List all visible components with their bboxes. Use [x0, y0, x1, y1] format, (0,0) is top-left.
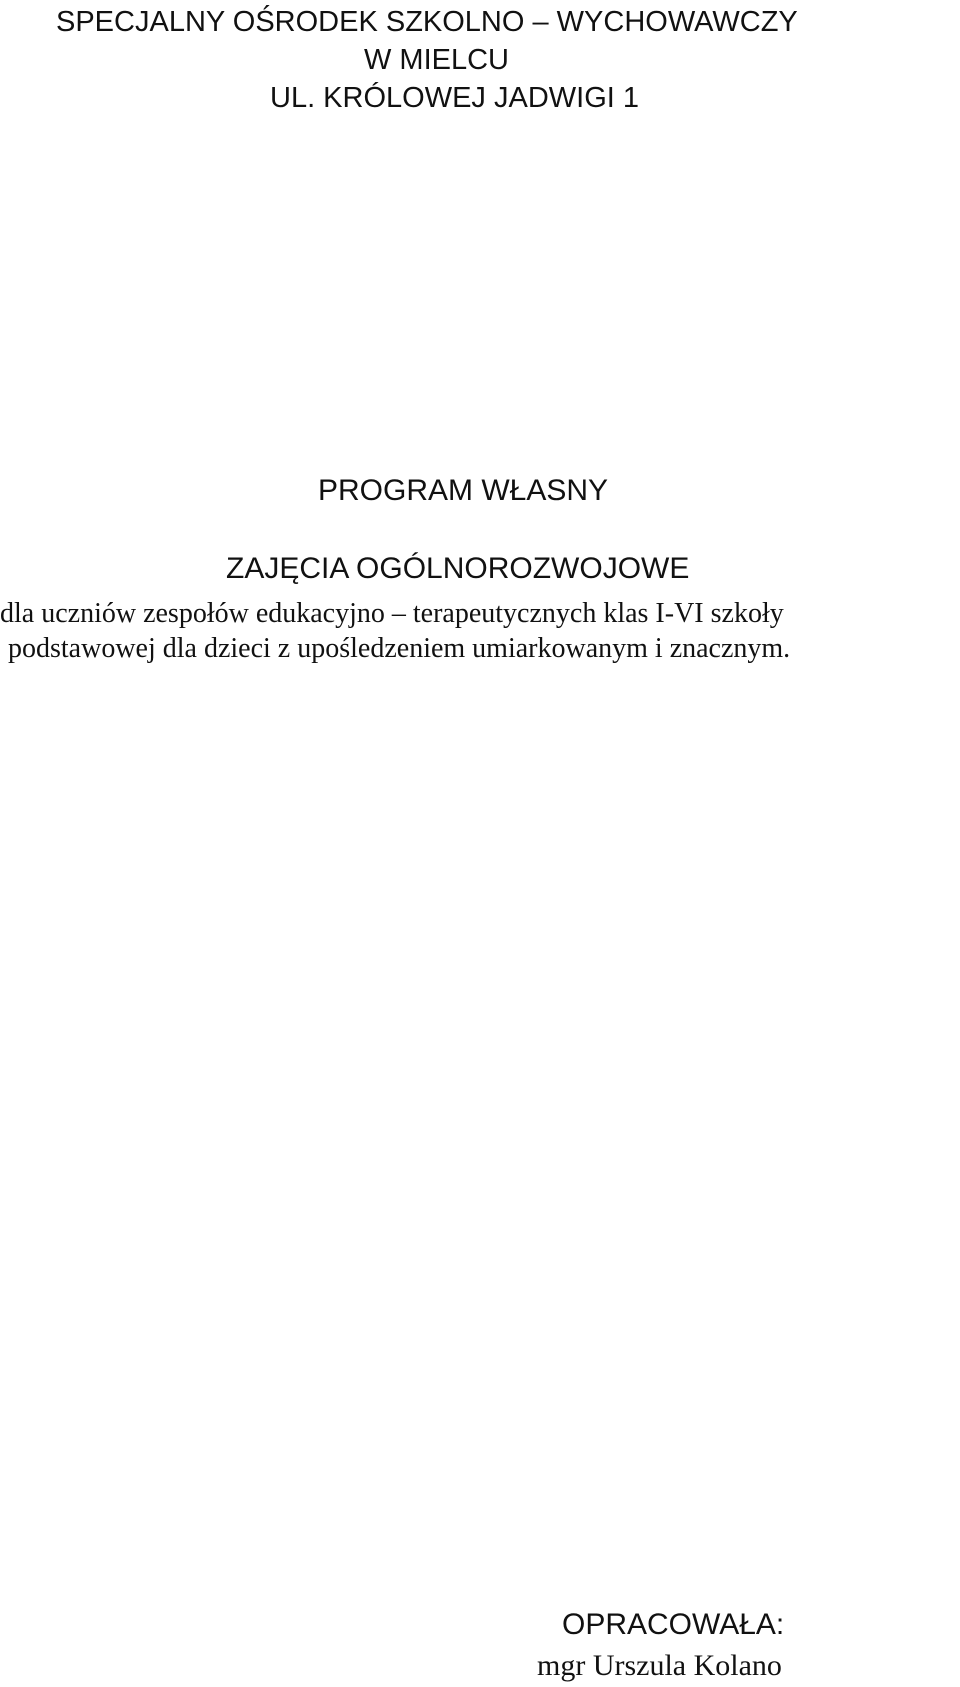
author-name: mgr Urszula Kolano: [537, 1649, 782, 1682]
description-line-2: podstawowej dla dzieci z upośledzeniem umiarkowanym i znacznym.: [8, 633, 791, 664]
program-title: PROGRAM WŁASNY: [318, 474, 609, 507]
author-label: OPRACOWAŁA:: [562, 1608, 785, 1641]
description-line-1: dla uczniów zespołów edukacyjno – terapeutycznych klas I-VI szkoły: [0, 598, 784, 629]
school-city: W MIELCU: [364, 44, 509, 76]
subject-title: ZAJĘCIA OGÓLNOROZWOJOWE: [226, 552, 690, 585]
school-address: UL. KRÓLOWEJ JADWIGI 1: [270, 82, 639, 114]
school-name: SPECJALNY OŚRODEK SZKOLNO – WYCHOWAWCZY: [56, 6, 798, 38]
